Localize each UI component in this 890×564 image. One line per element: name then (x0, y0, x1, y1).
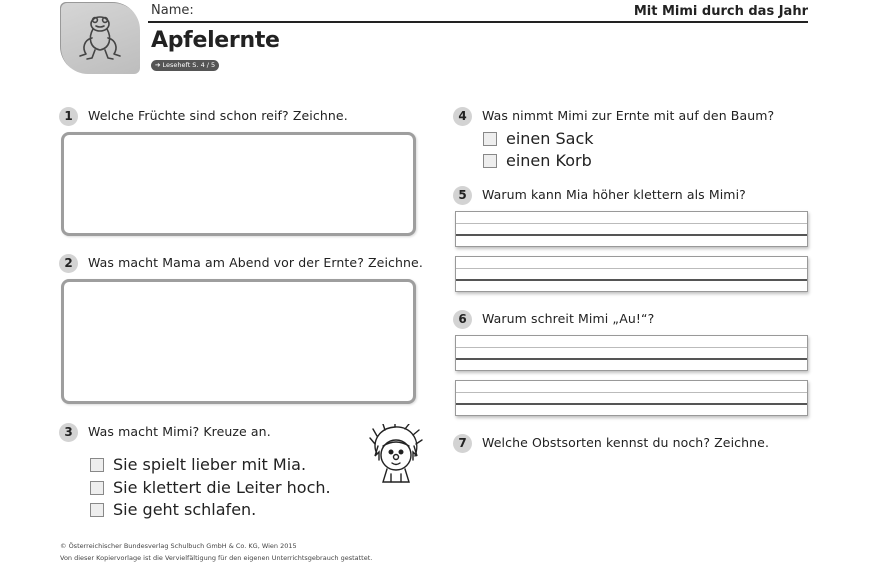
frog-icon (70, 10, 130, 66)
question-4-option-2[interactable] (483, 151, 592, 170)
name-label: Name: (151, 3, 194, 18)
reading-book-reference: ➔ Leseheft S. 4 / 5 (151, 60, 219, 71)
question-5-writing-line-2[interactable] (455, 256, 808, 292)
mimi-girl-icon (369, 424, 423, 484)
checkbox[interactable] (483, 132, 497, 146)
option-label: einen Sack (506, 129, 594, 148)
question-5-text: Warum kann Mia höher klettern als Mimi? (482, 187, 746, 202)
question-4-text: Was nimmt Mimi zur Ernte mit auf den Baum? (482, 108, 775, 123)
question-6-number: 6 (453, 310, 472, 329)
question-1-drawing-box[interactable] (61, 132, 416, 236)
question-3-option-2[interactable] (90, 478, 331, 497)
option-label: Sie geht schlafen. (113, 500, 257, 519)
question-5-writing-line-1[interactable] (455, 211, 808, 247)
question-3-option-1[interactable] (90, 455, 306, 474)
question-3-text: Was macht Mimi? Kreuze an. (88, 424, 271, 439)
option-label: Sie klettert die Leiter hoch. (113, 478, 331, 497)
name-line (148, 21, 808, 23)
question-1-text: Welche Früchte sind schon reif? Zeichne. (88, 108, 348, 123)
question-3-option-3[interactable] (90, 500, 256, 519)
question-2-drawing-box[interactable] (61, 279, 416, 404)
question-1-number: 1 (59, 107, 78, 126)
series-title: Mit Mimi durch das Jahr (633, 4, 808, 19)
question-7-number: 7 (453, 434, 472, 453)
question-7-text: Welche Obstsorten kennst du noch? Zeichne. (482, 435, 770, 450)
question-5-number: 5 (453, 186, 472, 205)
mimi-illustration (369, 424, 423, 488)
question-4-number: 4 (453, 107, 472, 126)
question-4-option-1[interactable] (483, 129, 594, 148)
option-label: Sie spielt lieber mit Mia. (113, 455, 307, 474)
copyright-notice: © Österreichischer Bundesverlag Schulbuch GmbH & Co. KG, Wien 2015 (60, 542, 297, 550)
page-title: Apfelernte (151, 28, 280, 53)
question-2-text: Was macht Mama am Abend vor der Ernte? Zeichne. (88, 255, 423, 270)
option-label: einen Korb (506, 151, 592, 170)
checkbox[interactable] (483, 154, 497, 168)
checkbox[interactable] (90, 503, 104, 517)
question-6-writing-line-2[interactable] (455, 380, 808, 416)
question-6-writing-line-1[interactable] (455, 335, 808, 371)
question-3-number: 3 (59, 423, 78, 442)
checkbox[interactable] (90, 481, 104, 495)
usage-notice: Von dieser Kopiervorlage ist die Vervielfältigung für den eigenen Unterrichtsgebrauch gestattet. (60, 554, 373, 562)
frog-badge (60, 2, 140, 74)
question-2-number: 2 (59, 254, 78, 273)
checkbox[interactable] (90, 458, 104, 472)
question-6-text: Warum schreit Mimi „Au!“? (482, 311, 655, 326)
